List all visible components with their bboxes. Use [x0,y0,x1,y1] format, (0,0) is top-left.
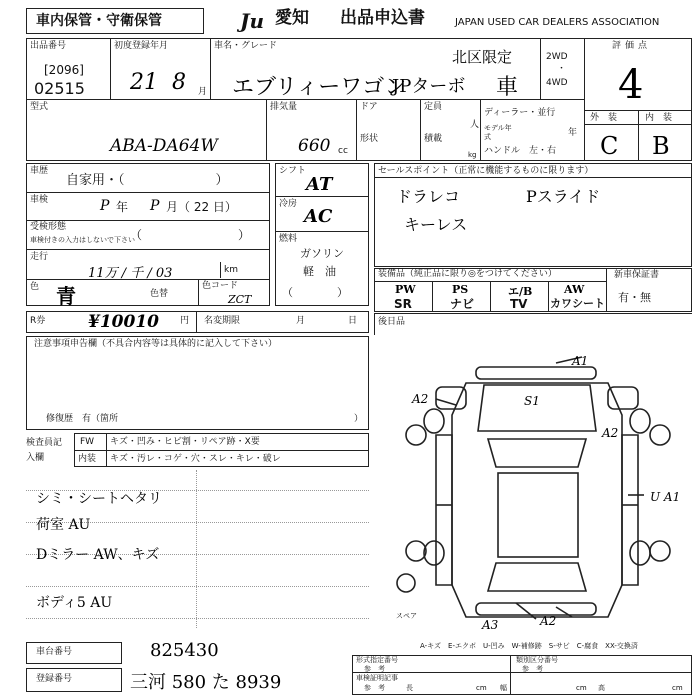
equipment-mark-ps: PS [452,283,469,296]
org-name: 愛知 [275,8,309,28]
association-name: JAPAN USED CAR DEALERS ASSOCIATION [455,17,660,28]
warranty-label: 新車保証書 [614,270,660,280]
displacement-value: 660 [298,136,331,156]
plate-number: 三河 580 た 8939 [130,672,282,693]
damage-label-a1: A1 [572,354,589,368]
equipment-tv: TV [510,297,528,311]
special-mark: 車 [496,75,519,100]
note-rule [26,586,369,587]
dealer-label: ディーラー・並行 [484,108,556,118]
score-value: 4 [618,62,644,108]
reference-label-1: 参 考 [364,665,385,673]
ref-height: 高 [598,684,605,692]
ref-width: 幅 [500,684,507,692]
recycle-block [26,311,369,333]
model-label: 型式 [30,102,49,112]
fw-label: FW [80,437,95,447]
receipt-label: 受検形態 [30,222,67,232]
fuel-diesel: 軽 油 [303,265,336,278]
selling-note-3: キーレス [404,215,468,234]
repair-label: 修復歴 有（箇所 [46,414,119,424]
fuel-label: 燃料 [279,234,298,244]
inspector-label: 検査員記入欄 [26,438,63,463]
interior-inspect-label: 内装 [78,454,97,464]
damage-label-a2-rear: A2 [540,614,557,628]
car-damage-diagram [396,355,686,645]
first-registration-label: 初度登録年月 [114,41,169,51]
payload-label: 積載 [424,134,443,144]
model-code: ABA-DA64W [110,136,218,156]
name-change-day: 日 [348,316,358,326]
handle-label: ハンドル 左・右 [484,146,557,156]
damage-label-a2-left: A2 [412,392,429,406]
exterior-grade: C [600,132,619,160]
capacity-label: 定員 [424,102,443,112]
shape-label: 形状 [360,134,379,144]
equipment-mark-aw: AW [564,283,585,296]
displacement-label: 排気量 [270,102,298,112]
door-label: ドア [360,102,378,112]
spare-label: スペア [396,612,417,620]
car-grade: JPターボ [392,76,466,97]
fuel-gasoline: ガソリン [300,247,344,260]
recycle-label: R券 [30,316,46,326]
ac-value: AC [304,206,333,227]
ref-length-cm: cm [476,684,487,692]
shift-label: シフト [279,166,307,176]
note-rule [26,618,369,619]
reference-label-3: 参 考 [364,684,385,692]
color-change-label: 色替 [150,289,169,299]
equipment-mark-pw: PW [395,283,416,296]
lot-number: 02515 [34,79,85,98]
capacity-unit: 人 [470,120,480,130]
payload-unit: kg [468,151,477,159]
inspection-year: P [100,198,110,214]
cert-record-label: 車検証明記事 [356,674,398,682]
fuel-paren: （ ） [282,286,348,299]
inspection-day: 月（ 22 日） [166,200,237,214]
color-label: 色 [30,282,40,292]
special-edition: 北区限定 [452,48,513,66]
ref-length: 長 [406,684,413,692]
selling-note-2: Pスライド [526,187,601,206]
car-name-label: 車名・グレード [214,41,278,51]
after-items-block [374,313,692,335]
month-unit: 月 [198,87,208,97]
registration-month: 8 [172,70,186,95]
equipment-navi: ナビ [450,297,475,311]
ac-label: 冷房 [279,199,298,209]
interior-grade: B [652,132,670,160]
history-label: 車歴 [30,166,49,176]
mileage-value: 11万 / 千 / 03 [88,266,173,281]
damage-legend: A-キズ E-エクボ U-凹み W-補修跡 S-サビ C-腐食 XX-交換済 [420,642,638,650]
receipt-paren: （ ） [130,228,251,242]
mileage-unit: km [224,265,238,275]
color-code: ZCT [228,293,252,306]
usage-value: 自家用・（ ） [66,173,229,188]
interior-label: 内 装 [645,113,673,123]
category-label: 類別区分番号 [516,656,558,664]
equipment-seat: カワシート [550,297,605,310]
score-label: 評価点 [612,41,652,51]
note-line-1: シミ・シートヘタリ [36,491,162,507]
name-change-month: 月 [296,316,306,326]
inspection-label: 車検 [30,195,49,205]
damage-label-ua1: U A1 [650,490,681,504]
inspection-month: P [150,198,160,214]
note-line-3: Dミラー AW、キズ [36,547,160,563]
registration-year: 21 [130,70,158,95]
color-code-label: 色コード [202,281,239,291]
storage-label: 車内保管・守衛保管 [36,13,162,29]
name-change-label: 名変期限 [204,316,241,326]
color-value: 青 [56,284,76,308]
equipment-mark-ab: エ/B [508,285,533,298]
reference-label-2: 参 考 [522,665,543,673]
ref-height-cm: cm [672,684,683,692]
notes-label: 注意事項申告欄（不具合内容等は具体的に記入して下さい） [34,339,278,349]
warranty-value: 有・無 [618,291,651,304]
yen-unit: 円 [180,316,190,326]
shift-value: AT [306,174,333,195]
mileage-label: 走行 [30,252,49,262]
cc-unit: cc [338,146,348,156]
repair-close: ） [354,414,364,424]
lot-bracket: [2096] [44,63,84,77]
equipment-label: 装備品（純正品に限り◎をつけてください） [378,269,557,279]
after-items-label: 後日品 [378,317,406,327]
interior-inspect-items: キズ・汚レ・コゲ・穴・スレ・キレ・破レ [110,454,281,464]
ju-logo: Ju [240,9,265,33]
model-year-label: モデル年式 [484,124,512,141]
damage-label-a2-right: A2 [602,426,619,440]
damage-label-a3: A3 [482,618,499,632]
note-line-2: 荷室 AU [36,517,91,533]
chassis-label: 車台番号 [36,647,73,657]
car-name: エブリィーワゴン [232,75,407,100]
exterior-label: 外 装 [590,113,618,123]
plate-label: 登録番号 [36,674,73,684]
drive-2wd: 2WD [546,52,568,62]
drive-4wd: 4WD [546,78,568,88]
receipt-note: 車検付きの入力はしないで下さい [30,236,135,244]
year-unit: 年 [568,128,578,138]
selling-points-label: セールスポイント（正常に機能するものに限ります） [378,166,594,176]
note-divider [196,470,197,628]
fw-items: キズ・凹み・ヒビ割・リペア跡・X要 [110,437,260,447]
note-line-4: ボディ5 AU [36,595,113,611]
form-title: 出品申込書 [340,8,425,28]
lot-number-label: 出品番号 [30,41,67,51]
equipment-sr: SR [394,297,412,311]
type-cert-label: 形式指定番号 [356,656,398,664]
selling-note-1: ドラレコ [396,187,461,206]
drive-dot: ・ [557,64,567,74]
recycle-amount: ¥10010 [88,312,159,332]
inspection-year-unit: 年 [116,200,129,214]
ref-width-cm: cm [576,684,587,692]
damage-label-s1: S1 [524,394,540,408]
chassis-number: 825430 [150,640,219,661]
